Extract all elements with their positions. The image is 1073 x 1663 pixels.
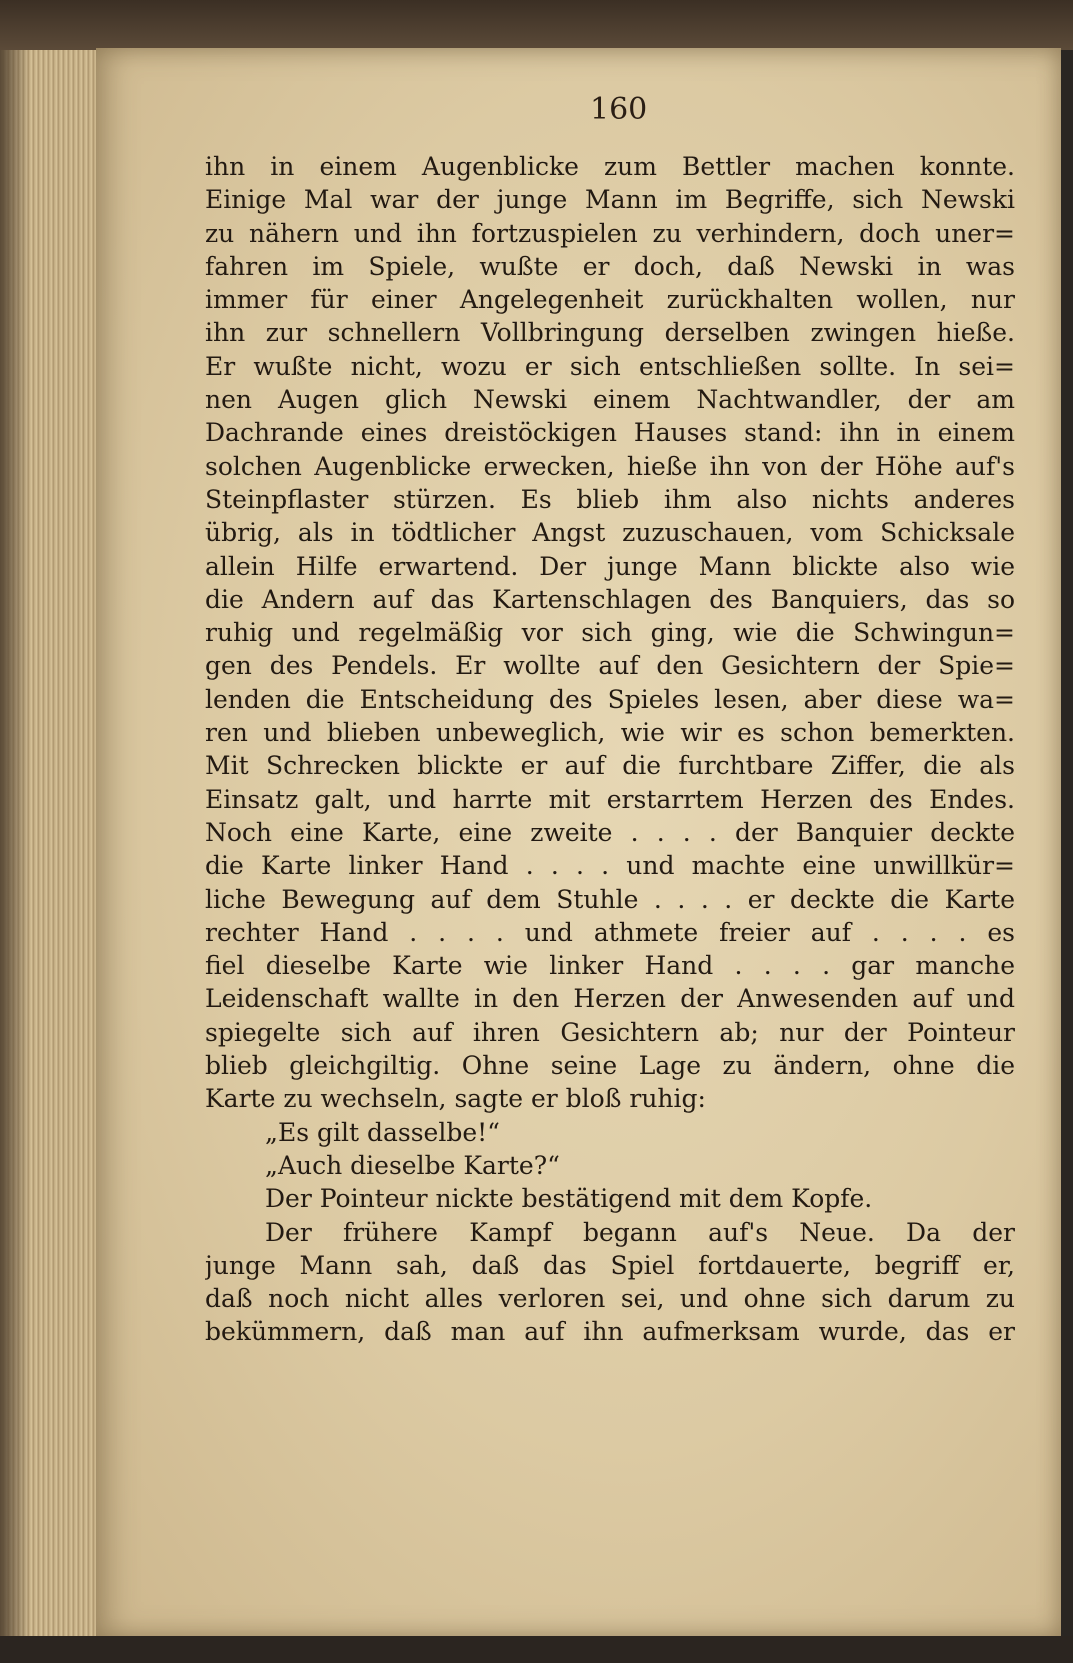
text-line: gen des Pendels. Er wollte auf den Gesichtern der Spie= [205,651,1015,681]
text-line: Steinpflaster stürzen. Es blieb ihm also nichts anderes [205,484,1015,514]
text-line: Leidenschaft wallte in den Herzen der Anwesenden auf und [205,984,1015,1014]
text-line: ruhig und regelmäßig vor sich ging, wie die Schwingun= [205,618,1015,648]
text-line: Er wußte nicht, wozu er sich entschließen sollte. In sei= [205,351,1015,381]
text-line: allein Hilfe erwartend. Der junge Mann blickte also wie [205,551,1015,581]
text-line: Der frühere Kampf begann auf's Neue. Da der [265,1217,1015,1247]
text-line: Einsatz galt, und harrte mit erstarrtem Herzen des Endes. [205,784,1015,814]
text-line: ihn in einem Augenblicke zum Bettler machen konnte. [205,152,1015,181]
text-line: ihn zur schnellern Vollbringung derselben zwingen hieße. [205,318,1015,348]
bottom-shadow [0,1636,1073,1663]
text-line: Einige Mal war der junge Mann im Begriffe, sich Newski [205,185,1015,215]
text-line: fahren im Spiele, wußte er doch, daß Newski in was [205,251,1015,281]
text-line: fiel dieselbe Karte wie linker Hand . . . . gar manche [205,951,1015,981]
text-line: daß noch nicht alles verloren sei, und ohne sich darum zu [205,1284,1015,1314]
text-line: übrig, als in tödtlicher Angst zuzuschauen, vom Schicksale [205,518,1015,548]
text-line: rechter Hand . . . . und athmete freier auf . . . . es [205,917,1015,947]
body-text [205,150,1015,1349]
text-line: immer für einer Angelegenheit zurückhalten wollen, nur [205,285,1015,315]
text-line: die Andern auf das Kartenschlagen des Banquiers, das so [205,584,1015,614]
text-line: blieb gleichgiltig. Ohne seine Lage zu ändern, ohne die [205,1051,1015,1081]
text-line: Noch eine Karte, eine zweite . . . . der Banquier deckte [205,817,1015,847]
text-line: Dachrande eines dreistöckigen Hauses stand: ihn in einem [205,418,1015,448]
text-line: „Auch dieselbe Karte?“ [265,1150,560,1180]
book-page-edges [0,0,100,1663]
page-number: 160 [590,92,648,127]
text-line: Karte zu wechseln, sagte er bloß ruhig: [205,1084,706,1114]
text-line: spiegelte sich auf ihren Gesichtern ab; nur der Pointeur [205,1017,1015,1047]
text-line: solchen Augenblicke erwecken, hieße ihn von der Höhe auf's [205,451,1015,481]
text-line: zu nähern und ihn fortzuspielen zu verhindern, doch uner= [205,218,1015,248]
text-line: bekümmern, daß man auf ihn aufmerksam wurde, das er [205,1317,1015,1347]
text-line: Der Pointeur nickte bestätigend mit dem Kopfe. [265,1184,873,1214]
text-line: die Karte linker Hand . . . . und machte eine unwillkür= [205,851,1015,881]
text-line: Mit Schrecken blickte er auf die furchtbare Ziffer, die als [205,751,1015,781]
text-line: liche Bewegung auf dem Stuhle . . . . er deckte die Karte [205,884,1015,914]
text-line: ren und blieben unbeweglich, wie wir es schon bemerkten. [205,718,1015,748]
top-shadow [0,0,1073,50]
text-line: „Es gilt dasselbe!“ [265,1117,500,1147]
text-line: nen Augen glich Newski einem Nachtwandler, der am [205,385,1015,415]
text-line: junge Mann sah, daß das Spiel fortdauerte, begriff er, [205,1250,1015,1280]
text-line: lenden die Entscheidung des Spieles lesen, aber diese wa= [205,684,1015,714]
